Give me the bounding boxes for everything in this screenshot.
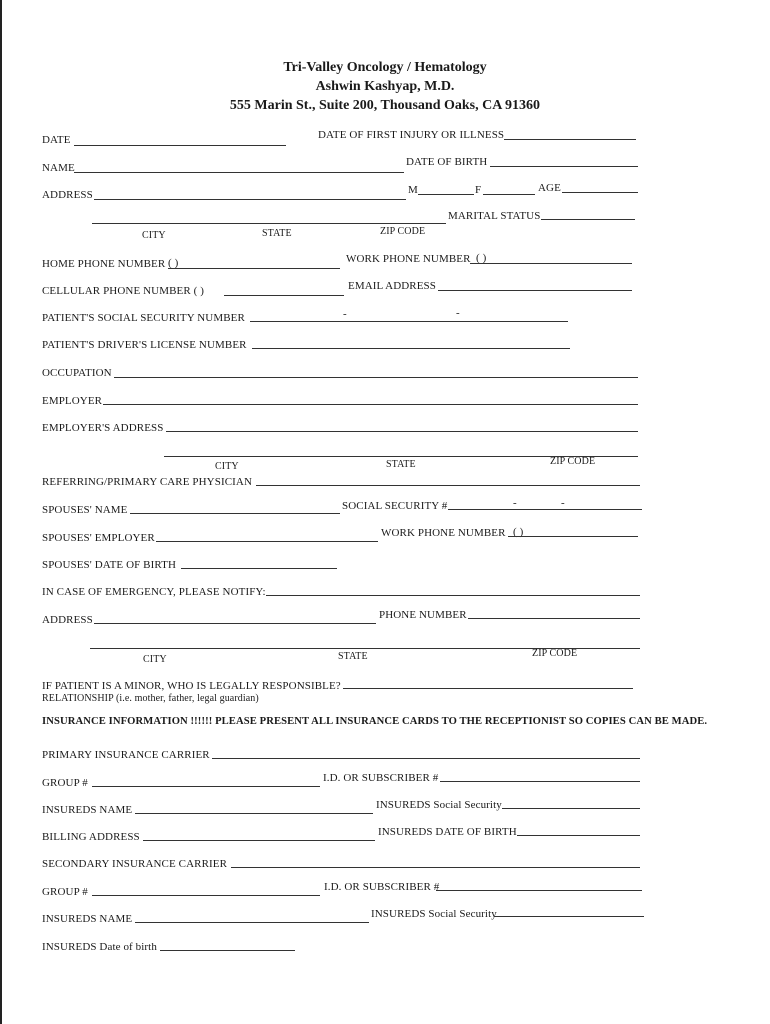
f-field[interactable] (483, 194, 535, 195)
ssn-label: PATIENT'S SOCIAL SECURITY NUMBER (42, 312, 245, 324)
cell-phone-label: CELLULAR PHONE NUMBER ( ) (42, 285, 204, 297)
insureds-name-label-2: INSUREDS NAME (42, 913, 133, 925)
city-caption: CITY (142, 230, 166, 241)
spouse-ssn-field[interactable] (448, 509, 642, 510)
m-label: M (408, 184, 418, 196)
name-field[interactable] (74, 172, 404, 173)
scan-edge (0, 0, 2, 1024)
primary-carrier-label: PRIMARY INSURANCE CARRIER (42, 749, 210, 761)
insureds-name-label: INSUREDS NAME (42, 804, 133, 816)
ssn-field[interactable] (250, 321, 568, 322)
marital-label: MARITAL STATUS (448, 210, 541, 222)
billing-address-field[interactable] (143, 840, 375, 841)
work-phone-field[interactable] (470, 263, 632, 264)
spouse-work-phone-label: WORK PHONE NUMBER (381, 527, 506, 539)
ssn-dash-2: - (456, 307, 460, 319)
email-field[interactable] (438, 290, 632, 291)
minor-label: IF PATIENT IS A MINOR, WHO IS LEGALLY RESPONSIBLE? (42, 680, 341, 692)
practice-name: Tri-Valley Oncology / Hematology (283, 60, 487, 75)
employer-label: EMPLOYER (42, 395, 103, 407)
spouse-ssn-dash-1: - (513, 497, 517, 509)
insurance-info-notice: INSURANCE INFORMATION !!!!!! PLEASE PRESENT ALL INSURANCE CARDS TO THE RECEPTIONIST SO COPIES CAN BE MADE. (42, 716, 708, 727)
address-field[interactable] (94, 199, 406, 200)
spouse-employer-label: SPOUSES' EMPLOYER (42, 532, 155, 544)
emergency-state-caption: STATE (338, 651, 368, 662)
employer-address-field[interactable] (166, 431, 638, 432)
insureds-dob-field-2[interactable] (160, 950, 295, 951)
id-subscriber-label-2: I.D. OR SUBSCRIBER # (324, 881, 440, 893)
insureds-dob-label-2: INSUREDS Date of birth (42, 941, 157, 953)
spouse-dob-field[interactable] (181, 568, 337, 569)
email-label: EMAIL ADDRESS (348, 280, 436, 292)
emergency-address-label: ADDRESS (42, 614, 93, 626)
occupation-field[interactable] (114, 377, 638, 378)
id-subscriber-field[interactable] (440, 781, 640, 782)
group-field[interactable] (92, 786, 320, 787)
id-subscriber-field-2[interactable] (436, 890, 642, 891)
employer-address-label: EMPLOYER'S ADDRESS (42, 422, 164, 434)
home-phone-paren: ( ) (168, 257, 179, 269)
emergency-city-caption: CITY (143, 654, 167, 665)
emergency-phone-field[interactable] (468, 618, 640, 619)
city-state-zip-field[interactable] (92, 223, 446, 224)
billing-address-label: BILLING ADDRESS (42, 831, 140, 843)
spouse-ssn-label: SOCIAL SECURITY # (342, 500, 448, 512)
employer-field[interactable] (103, 404, 638, 405)
f-label: F (475, 184, 482, 196)
home-phone-label: HOME PHONE NUMBER (42, 258, 166, 270)
insureds-ss-label-2: INSUREDS Social Security (371, 908, 497, 920)
dob-label: DATE OF BIRTH (406, 156, 488, 168)
occupation-label: OCCUPATION (42, 367, 112, 379)
date-label: DATE (42, 134, 71, 146)
doctor-name: Ashwin Kashyap, M.D. (315, 79, 455, 94)
m-field[interactable] (418, 194, 474, 195)
work-phone-label: WORK PHONE NUMBER (346, 253, 471, 265)
ssn-dash-1: - (343, 308, 347, 320)
age-label: AGE (538, 182, 561, 194)
name-label: NAME (42, 162, 75, 174)
spouse-employer-field[interactable] (156, 541, 378, 542)
id-subscriber-label: I.D. OR SUBSCRIBER # (323, 772, 439, 784)
age-field[interactable] (562, 192, 638, 193)
referring-label: REFERRING/PRIMARY CARE PHYSICIAN (42, 476, 252, 488)
group-field-2[interactable] (92, 895, 320, 896)
spouse-name-field[interactable] (130, 513, 340, 514)
insureds-dob-field[interactable] (517, 835, 640, 836)
insureds-name-field[interactable] (135, 813, 373, 814)
home-phone-field[interactable] (168, 268, 340, 269)
referring-field[interactable] (256, 485, 640, 486)
spouse-work-phone-field[interactable] (508, 536, 638, 537)
insureds-ss-label: INSUREDS Social Security (376, 799, 502, 811)
work-phone-paren: ( ) (476, 252, 487, 264)
spouse-dob-label: SPOUSES' DATE OF BIRTH (42, 559, 177, 571)
employer-city-caption: CITY (215, 461, 239, 472)
insureds-dob-label: INSUREDS DATE OF BIRTH (378, 826, 517, 838)
address-label: ADDRESS (42, 189, 93, 201)
group-label-2: GROUP # (42, 886, 88, 898)
group-label: GROUP # (42, 777, 88, 789)
dob-field[interactable] (490, 166, 638, 167)
secondary-carrier-field[interactable] (231, 867, 640, 868)
secondary-carrier-label: SECONDARY INSURANCE CARRIER (42, 858, 228, 870)
minor-field[interactable] (343, 688, 633, 689)
date-field[interactable] (74, 145, 286, 146)
employer-zip-caption: ZIP CODE (550, 456, 596, 467)
license-field[interactable] (252, 348, 570, 349)
emergency-address-field[interactable] (94, 623, 376, 624)
first-injury-label: DATE OF FIRST INJURY OR ILLNESS (318, 129, 505, 141)
state-caption: STATE (262, 228, 292, 239)
primary-carrier-field[interactable] (212, 758, 640, 759)
spouse-work-phone-paren: ( ) (513, 526, 524, 538)
relationship-label: RELATIONSHIP (i.e. mother, father, legal guardian) (42, 693, 259, 704)
insureds-name-field-2[interactable] (135, 922, 369, 923)
practice-address: 555 Marin St., Suite 200, Thousand Oaks, CA 91360 (229, 98, 541, 113)
emergency-phone-label: PHONE NUMBER (379, 609, 467, 621)
cell-phone-field[interactable] (224, 295, 344, 296)
emergency-label: IN CASE OF EMERGENCY, PLEASE NOTIFY: (42, 586, 266, 598)
first-injury-field[interactable] (504, 139, 636, 140)
emergency-field[interactable] (266, 595, 640, 596)
zip-caption: ZIP CODE (380, 226, 426, 237)
insureds-ss-field[interactable] (502, 808, 640, 809)
license-label: PATIENT'S DRIVER'S LICENSE NUMBER (42, 339, 247, 351)
spouse-name-label: SPOUSES' NAME (42, 504, 128, 516)
spouse-ssn-dash-2: - (561, 497, 565, 509)
marital-field[interactable] (541, 219, 635, 220)
emergency-zip-caption: ZIP CODE (532, 648, 578, 659)
insureds-ss-field-2[interactable] (494, 916, 644, 917)
employer-state-caption: STATE (386, 459, 416, 470)
